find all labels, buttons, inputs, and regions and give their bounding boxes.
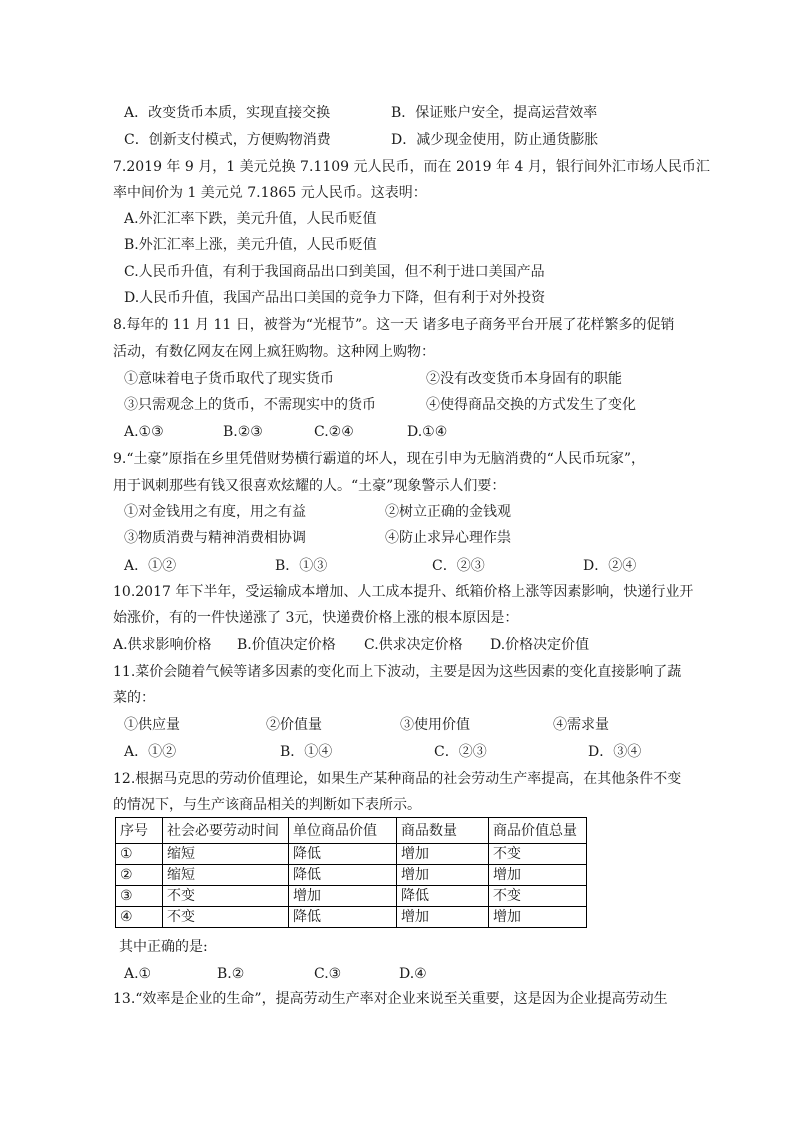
table-row	[116, 865, 587, 886]
q9-option-b: B．①③	[275, 558, 328, 574]
q7-stem-line2: 率中间价为 1 美元兑 7.1865 元人民币。这表明：	[113, 185, 427, 201]
q11-stem-line2: 菜的：	[113, 690, 155, 706]
table-header-cell: 单位商品价值	[289, 818, 397, 844]
q6-option-c: C．创新支付模式，方便购物消费	[124, 132, 331, 148]
table-cell: 增加	[397, 865, 489, 886]
table-cell: ②	[116, 865, 163, 886]
table-header-cell: 社会必要劳动时间	[163, 818, 289, 844]
q10-option-d: D.价格决定价值	[490, 637, 590, 653]
q10-option-b: B.价值决定价格	[237, 637, 336, 653]
q11-statement-1: ①供应量	[124, 717, 180, 733]
table-header-row	[116, 818, 587, 844]
judgment-table	[115, 817, 587, 928]
table-cell: 不变	[489, 844, 587, 865]
q10-option-c: C.供求决定价格	[364, 637, 463, 653]
q11-option-d: D．③④	[588, 744, 642, 760]
q11-option-b: B．①④	[280, 744, 333, 760]
table-cell: 不变	[163, 907, 289, 928]
q10-stem-line1: 10.2017 年下半年，受运输成本增加、人工成本提升、纸箱价格上涨等因素影响，快递行业开	[113, 584, 694, 600]
q13-stem-line1: 13.“效率是企业的生命”，提高劳动生产率对企业来说至关重要，这是因为企业提高劳动生	[113, 991, 668, 1007]
q11-option-c: C．②③	[434, 744, 487, 760]
q7-option-a: A.外汇汇率下跌，美元升值，人民币贬值	[124, 211, 377, 227]
q9-option-d: D．②④	[583, 558, 637, 574]
table-cell: 降低	[289, 844, 397, 865]
q7-stem-line1: 7.2019 年 9 月，1 美元兑换 7.1109 元人民币，而在 2019 年 4 月，银行间外汇市场人民币汇	[113, 159, 710, 175]
q10-stem-line2: 始涨价，有的一件快递涨了 3元，快递费价格上涨的根本原因是：	[113, 610, 519, 626]
q9-statement-2: ②树立正确的金钱观	[385, 504, 511, 520]
q9-statement-4: ④防止求异心理作祟	[385, 530, 511, 546]
table-cell: 不变	[489, 886, 587, 907]
q8-statement-1: ①意味着电子货币取代了现实货币	[124, 371, 334, 387]
q11-statement-3: ③使用价值	[400, 717, 470, 733]
q8-option-a: A.①③	[124, 424, 164, 440]
table-header-cell: 序号	[116, 818, 163, 844]
q8-statement-4: ④使得商品交换的方式发生了变化	[426, 397, 636, 413]
table-header-cell: 商品数量	[397, 818, 489, 844]
q9-statement-1: ①对金钱用之有度，用之有益	[124, 504, 306, 520]
q9-option-a: A．①②	[124, 558, 177, 574]
q11-statement-4: ④需求量	[553, 717, 609, 733]
q8-option-d: D.①④	[407, 424, 448, 440]
q8-stem-line1: 8.每年的 11 月 11 日，被誉为“光棍节”。这一天 诸多电子商务平台开展了花样繁多的促销	[113, 317, 675, 333]
q10-option-a: A.供求影响价格	[113, 637, 212, 653]
q11-option-a: A．①②	[124, 744, 177, 760]
q9-statement-3: ③物质消费与精神消费相协调	[124, 530, 306, 546]
q8-option-b: B.②③	[223, 424, 263, 440]
q12-prompt: 其中正确的是:	[119, 939, 208, 955]
table-row	[116, 907, 587, 928]
table-cell: 增加	[489, 907, 587, 928]
table-header-cell: 商品价值总量	[489, 818, 587, 844]
table-cell: 不变	[163, 886, 289, 907]
q11-stem-line1: 11.菜价会随着气候等诸多因素的变化而上下波动，主要是因为这些因素的变化直接影响了蔬	[113, 664, 682, 680]
table-cell: 增加	[489, 865, 587, 886]
q12-option-b: B.②	[217, 966, 245, 982]
q9-stem-line2: 用于讽刺那些有钱又很喜欢炫耀的人。“土豪”现象警示人们要：	[113, 478, 506, 494]
q12-option-d: D.④	[399, 966, 427, 982]
q8-statement-3: ③只需观念上的货币，不需现实中的货币	[124, 397, 376, 413]
table-cell: 降低	[289, 865, 397, 886]
q12-stem-line2: 的情况下，与生产该商品相关的判断如下表所示。	[113, 797, 421, 813]
q9-stem-line1: 9.“土豪”原指在乡里凭借财势横行霸道的坏人，现在引申为无脑消费的“人民币玩家”，	[113, 451, 645, 467]
table-cell: 增加	[397, 844, 489, 865]
q11-statement-2: ②价值量	[266, 717, 322, 733]
table-cell: 降低	[289, 907, 397, 928]
q9-option-c: C．②③	[432, 558, 485, 574]
q8-option-c: C.②④	[314, 424, 354, 440]
q8-statement-2: ②没有改变货币本身固有的职能	[426, 371, 622, 387]
table-row	[116, 844, 587, 865]
q12-option-a: A.①	[124, 966, 152, 982]
q7-option-b: B.外汇汇率上涨，美元升值，人民币贬值	[124, 237, 377, 253]
q6-option-a: A．改变货币本质，实现直接交换	[124, 105, 331, 121]
table-cell: ①	[116, 844, 163, 865]
table-row	[116, 886, 587, 907]
q7-option-d: D.人民币升值，我国产品出口美国的竞争力下降，但有利于对外投资	[124, 290, 546, 306]
table-cell: 增加	[397, 907, 489, 928]
q8-stem-line2: 活动，有数亿网友在网上疯狂购物。这种网上购物：	[113, 344, 435, 360]
q7-option-c: C.人民币升值，有利于我国商品出口到美国，但不利于进口美国产品	[124, 264, 545, 280]
q6-option-b: B．保证账户安全，提高运营效率	[391, 105, 598, 121]
q12-option-c: C.③	[314, 966, 342, 982]
q6-option-d: D．减少现金使用，防止通货膨胀	[391, 132, 599, 148]
q12-stem-line1: 12.根据马克思的劳动价值理论，如果生产某种商品的社会劳动生产率提高，在其他条件不变	[113, 771, 682, 787]
table-cell: 增加	[289, 886, 397, 907]
table-cell: ③	[116, 886, 163, 907]
table-cell: 降低	[397, 886, 489, 907]
table-cell: 缩短	[163, 865, 289, 886]
table-cell: 缩短	[163, 844, 289, 865]
table-cell: ④	[116, 907, 163, 928]
